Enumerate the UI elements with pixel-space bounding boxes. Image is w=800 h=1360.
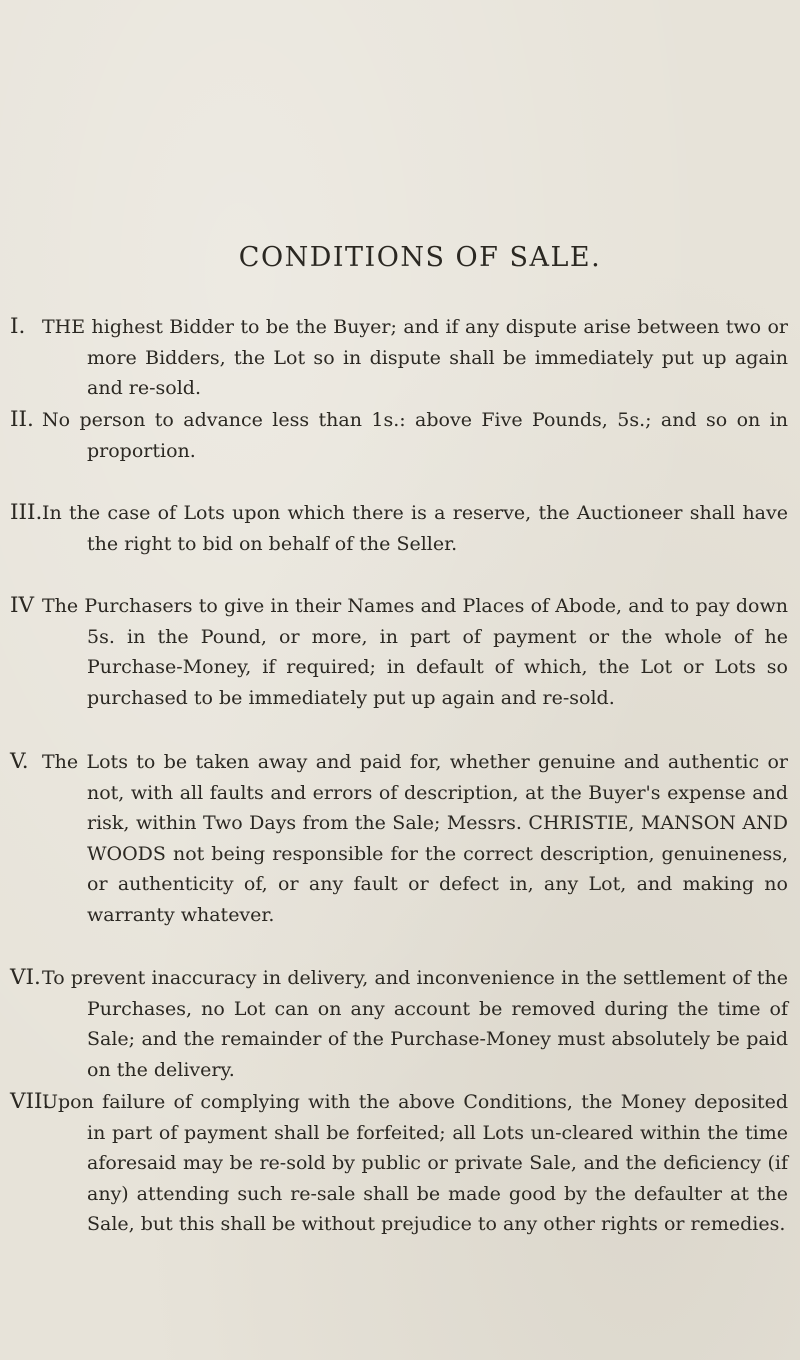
condition-text: To prevent inaccuracy in delivery, and inconvenience in the settlement of the Purchases, no Lot can on any account be removed during the time of Sale; and the remainder of the Purchase-Money must absolutely be paid on the delivery.	[42, 967, 788, 1081]
condition-text: THE highest Bidder to be the Buyer; and if any dispute arise between two or more Bidders, the Lot so in dispute shall be immediately put up again and re-sold.	[42, 316, 788, 399]
page-title: CONDITIONS OF SALE.	[238, 242, 602, 273]
condition-text: Upon failure of complying with the above Conditions, the Money deposited in part of payment shall be forfeited; all Lots un-cleared within the time aforesaid may be re-sold by public or private Sale, and the deficiency (if any) attending such re-sale shall be made good by the defaulter at the Sale, but this shall be without prejudice to any other rights or remedies.	[42, 1091, 788, 1235]
condition-numeral: I.	[10, 314, 26, 339]
condition-text: The Lots to be taken away and paid for, whether genuine and authentic or not, with all faults and errors of description, at the Buyer's expense and risk, within Two Days from the Sale; Messrs. CHRISTIE, MANSON AND WOODS not being responsible for the correct description, genuineness, or authenticity of, or any fault or defect in, any Lot, and making no warranty whatever.	[42, 751, 788, 926]
condition-text: The Purchasers to give in their Names and Places of Abode, and to pay down 5s. in the Pound, or more, in part of payment or the whole of he Purchase-Money, if required; in default of which, the Lot or Lots so purchased to be immediately put up again and re-sold.	[42, 595, 788, 709]
condition-text: No person to advance less than 1s.: above Five Pounds, 5s.; and so on in proportion.	[42, 409, 788, 462]
condition-numeral: IV	[10, 593, 35, 618]
condition-numeral: V.	[10, 749, 29, 774]
condition-numeral: III.	[10, 500, 43, 525]
condition-numeral: II.	[10, 407, 34, 432]
condition-numeral: VI.	[10, 965, 41, 990]
condition-numeral: VII.	[10, 1089, 50, 1114]
condition-text: In the case of Lots upon which there is a reserve, the Auctioneer shall have the right to bid on behalf of the Seller.	[42, 502, 788, 555]
